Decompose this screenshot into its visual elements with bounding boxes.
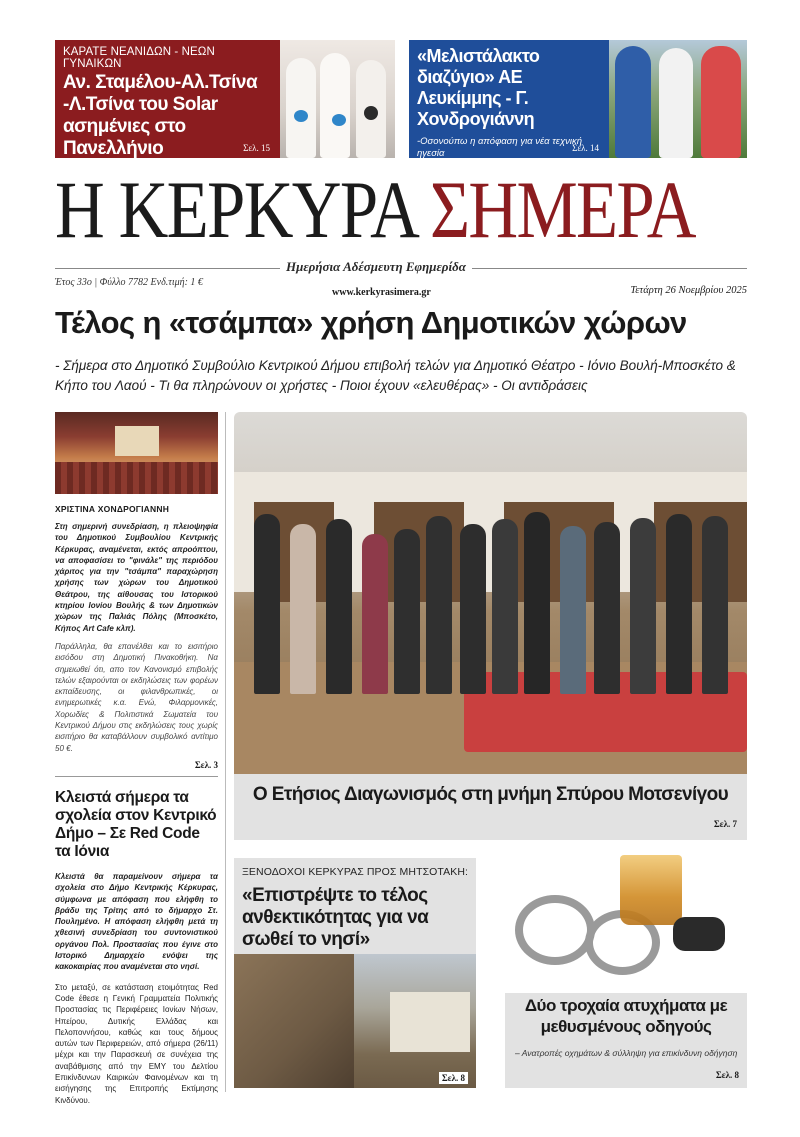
karate-photo — [280, 40, 395, 158]
promo-football[interactable] — [409, 40, 747, 158]
promo-karate[interactable] — [55, 40, 395, 158]
concert-caption[interactable]: Ο Ετήσιος Διαγωνισμός στη μνήμη Σπύρου Μοτσενίγου — [252, 784, 729, 805]
tagline: Ημερήσια Αδέσμευτη Εφημερίδα — [280, 259, 472, 275]
masthead — [55, 160, 747, 260]
landslide-photo — [234, 954, 476, 1088]
schools-story-title[interactable]: Κλειστά σήμερα τα σχολεία στον Κεντρικό Δήμο – Σε Red Code τα Ιόνια — [55, 788, 217, 860]
masthead-logo[interactable] — [55, 164, 695, 256]
lead-story-para-2: Παράλληλα, θα επανέλθει και το εισιτήριο εισόδου στη Δημοτική Πινακοθήκη. Να σημειωθεί ότι, απο τον Κανονισμό επιβολής τελών εξαιρούνται οι εκδηλώσεις των φορέων εκπαίδευσης, οι φιλανθρωπικές, οι ενημερωτικές κ.α. Ενώ, Φιλαρμονικές, Χορωδίες & Πολιτιστικά Σωματεία του Κεντρικού Δήμου στις εκδηλώσεις τους χωρίς εισιτήριο θα καταβάλλουν συμβολικό αντίτιμο 50 €. — [55, 641, 218, 753]
promo-karate-text — [55, 40, 280, 158]
concert-page: Σελ. 7 — [713, 819, 737, 829]
hotel-story-title[interactable]: «Επιστρέψτε το τέλος ανθεκτικότητας για να σωθεί το νησί» — [242, 885, 429, 950]
hotel-story-kicker: ΞΕΝΟΔΟΧΟΙ ΚΕΡΚΥΡΑΣ ΠΡΟΣ ΜΗΤΣΟΤΑΚΗ: — [242, 866, 469, 878]
promo-football-page: Σελ. 14 — [572, 143, 599, 153]
masthead-name-1: Η ΚΕΡΚΥΡΑ — [55, 164, 415, 255]
vertical-divider — [225, 412, 226, 1092]
car-key — [673, 917, 725, 951]
concert-caption-box — [234, 774, 747, 840]
whiskey-glass — [620, 855, 682, 925]
promo-football-title[interactable]: «Μελιστάλακτο διαζύγιο» ΑΕ Λευκίμμης - Γ. Χονδρογιάννη — [417, 46, 540, 129]
hotel-story[interactable] — [234, 858, 476, 1088]
football-photo — [609, 40, 747, 158]
dui-story-title[interactable]: Δύο τροχαία ατυχήματα με μεθυσμένους οδηγούς — [524, 996, 728, 1036]
issue-date: Τετάρτη 26 Νοεμβρίου 2025 — [630, 285, 747, 296]
handcuffs-photo — [505, 855, 747, 995]
issue-info: Έτος 33ο | Φύλλο 7782 Ενδ.τιμή: 1 € — [55, 277, 203, 288]
main-headline[interactable]: Τέλος η «τσάμπα» χρήση Δημοτικών χώρων — [55, 305, 687, 340]
promo-karate-title[interactable]: Αν. Σταμέλου-Αλ.Τσίνα -Λ.Τσίνα του Solar ασημένιες στο Πανελλήνιο — [63, 72, 258, 158]
schools-story-para-1: Κλειστά θα παραμείνουν σήμερα τα σχολεία στο Δήμο Κεντρικής Κέρκυρας, σύμφωνα με απόφαση που ελήφθη το βράδυ της Τρίτης από το δήμαρχο Στ. Πουλημένο. Η απόφαση ελήφθη μετά τη χθεσινή συνεδρίαση του συντονιστικού οργάνου Πολ. Προστασίας που έγινε στο Ιστορικό Δημαρχείο ενόψει της κακοκαιρίας που αναμένεται στο νησί. — [55, 871, 218, 972]
dui-story-page: Σελ. 8 — [715, 1070, 739, 1080]
concert-photo[interactable] — [234, 412, 747, 774]
column-divider — [55, 776, 218, 777]
schools-story-para-2: Στο μεταξύ, σε κατάσταση ετοιμότητας Red Code έθεσε η Γενική Γραμματεία Πολιτικής Προστασίας τις Περιφέρειες Ιονίων Νήσων, Ηπείρου, Δυτικής Ελλάδας και Πελοποννήσου, καθώς και τους δήμους αυτών των Περιφερειών, από σήμερα (26/11) μέχρι και την Παρασκευή σε συνέχεια της αναβάθμισης από την ΕΜΥ του Δελτίου Επικίνδυνων Καιρικών Φαινομένων και τη εισήγησης της Επιτροπής Εκτίμησης Κινδύνου. — [55, 982, 218, 1105]
promo-football-text — [409, 40, 609, 158]
promo-football-sub-1: -Οσονούπω η απόφαση για νέα τεχνική ηγεσία — [417, 136, 583, 158]
website-link[interactable]: www.kerkyrasimera.gr — [332, 287, 431, 298]
lead-story-page: Σελ. 3 — [194, 759, 218, 770]
lead-story-author: ΧΡΙΣΤΙΝΑ ΧΟΝΔΡΟΓΙΑΝΝΗ — [55, 504, 170, 514]
promo-karate-kicker: ΚΑΡΑΤΕ ΝΕΑΝΙΔΩΝ - ΝΕΩΝ ΓΥΝΑΙΚΩΝ — [63, 46, 215, 70]
dui-story-subtitle: – Ανατροπές οχημάτων & σύλληψη για επικίνδυνη οδήγηση — [515, 1048, 738, 1058]
theatre-photo — [55, 412, 218, 494]
main-subheadline: - Σήμερα στο Δημοτικό Συμβούλιο Κεντρικού Δήμου επιβολή τελών για Δημοτικό Θέατρο - Ιόνιο Βουλή-Μποσκέτο & Κήπο του Λαού - Τι θα πληρώνουν οι χρήστες - Ποιοι έχουν «ελευθέρας» - Οι αντιδράσεις — [55, 358, 736, 393]
left-column — [55, 412, 218, 1106]
hotel-story-page: Σελ. 8 — [439, 1072, 468, 1084]
dui-story[interactable] — [505, 993, 747, 1088]
masthead-name-2: ΣΗΜΕΡΑ — [429, 164, 695, 255]
lead-story-para-1: Στη σημερινή συνεδρίαση, η πλειοψηφία του Δημοτικού Συμβουλίου Κεντρικής Κέρκυρας, αναμένεται, εκτός απροόπτου, να αποφασίσει το "φινάλε" της περιόδου χάριτος για την "τσάμπα" παραχώρηση χρήσης των χώρων του Δημοτικού Θεάτρου, της αίθουσας του Ιστορικού κτηρίου Ιονίου Βουλής & των Δημοτικών χώρων της Παλιάς Πόλης (Μποσκέτο, Κήπος Art Cafe κλπ). — [55, 522, 218, 633]
promo-karate-page: Σελ. 15 — [243, 143, 270, 153]
